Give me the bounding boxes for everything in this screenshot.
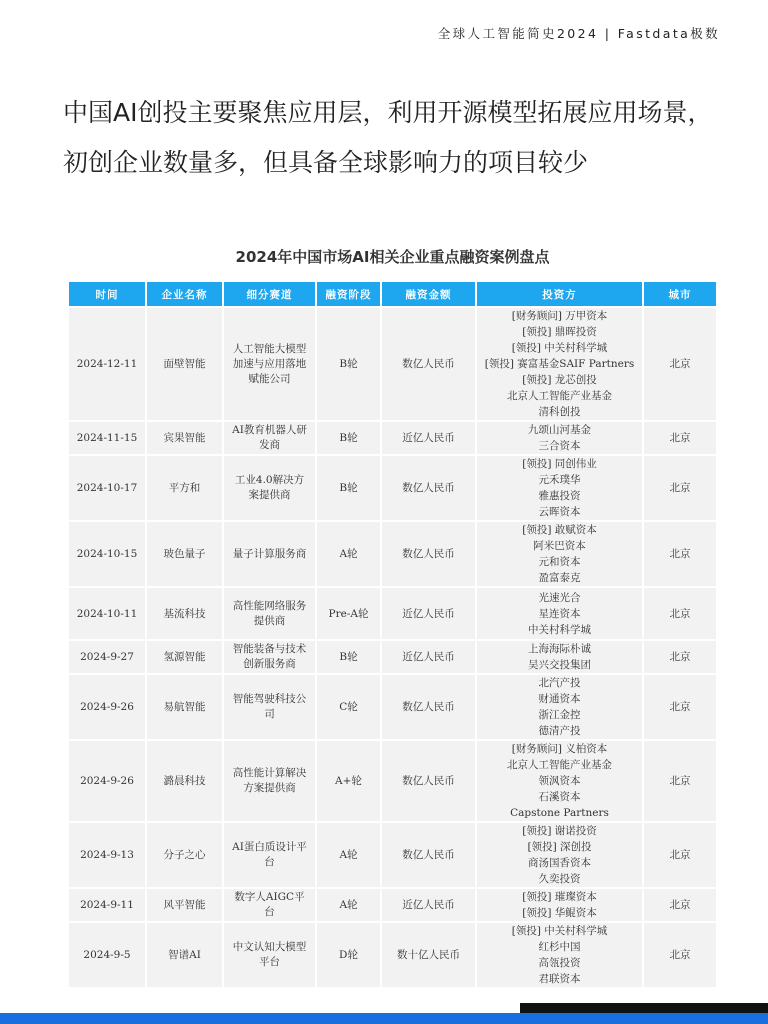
date-cell: 2024-11-15	[69, 422, 145, 454]
investor-item: 清科创投	[538, 406, 581, 418]
investor-item: [领投] 同创伟业	[522, 458, 597, 470]
company-cell: 平方和	[147, 456, 222, 520]
investor-item: 领沨资本	[538, 775, 581, 787]
investor-item: 红杉中国	[538, 941, 581, 953]
city-cell: 北京	[644, 641, 716, 673]
investor-item: [领投] 中关村科学城	[511, 925, 608, 937]
investors-cell	[477, 308, 642, 420]
segment-cell: 人工智能大模型加速与应用落地赋能公司	[224, 308, 315, 420]
investor-item: 北京人工智能产业基金	[507, 390, 612, 402]
company-cell: 面壁智能	[147, 308, 222, 420]
investor-item: 石溪资本	[538, 791, 581, 803]
investor-item: 元禾璞华	[538, 474, 581, 486]
city-cell: 北京	[644, 823, 716, 887]
footer-bar-black	[520, 1003, 768, 1013]
segment-cell: 高性能计算解决方案提供商	[224, 741, 315, 821]
date-cell: 2024-12-11	[69, 308, 145, 420]
column-header: 细分赛道	[224, 282, 315, 306]
city-cell: 北京	[644, 422, 716, 454]
segment-cell: 工业4.0解决方案提供商	[224, 456, 315, 520]
investor-item: [领投] 深创投	[527, 841, 592, 853]
segment-cell: AI蛋白质设计平台	[224, 823, 315, 887]
amount-cell: 数亿人民币	[382, 456, 475, 520]
city-cell: 北京	[644, 889, 716, 921]
city-cell: 北京	[644, 741, 716, 821]
investor-item: [领投] 谢诺投资	[522, 825, 597, 837]
segment-cell: 高性能网络服务提供商	[224, 588, 315, 639]
investor-item: 九颂山河基金	[528, 424, 591, 436]
company-cell: 宾果智能	[147, 422, 222, 454]
stage-cell: A+轮	[317, 741, 380, 821]
company-cell: 易航智能	[147, 675, 222, 739]
investor-item: 北京人工智能产业基金	[507, 759, 612, 771]
investor-item: Capstone Partners	[510, 807, 609, 819]
company-cell: 风平智能	[147, 889, 222, 921]
amount-cell: 数亿人民币	[382, 308, 475, 420]
column-header: 时间	[69, 282, 145, 306]
table-row	[69, 456, 716, 520]
city-cell: 北京	[644, 588, 716, 639]
financing-table	[67, 280, 718, 989]
table-row	[69, 308, 716, 420]
stage-cell: B轮	[317, 641, 380, 673]
segment-cell: 智能驾驶科技公司	[224, 675, 315, 739]
amount-cell: 数亿人民币	[382, 741, 475, 821]
company-cell: 潞晨科技	[147, 741, 222, 821]
investor-item: 浙江金控	[538, 709, 581, 721]
investors-cell	[477, 422, 642, 454]
city-cell: 北京	[644, 308, 716, 420]
investor-item: 三合资本	[538, 440, 581, 452]
amount-cell: 数亿人民币	[382, 522, 475, 586]
investor-item: 中关村科学城	[528, 623, 591, 636]
table-header-row	[69, 282, 716, 306]
investor-item: 元和资本	[538, 556, 581, 568]
stage-cell: Pre-A轮	[317, 588, 380, 639]
table-row	[69, 641, 716, 673]
table-body	[69, 308, 716, 987]
date-cell: 2024-9-27	[69, 641, 145, 673]
table-title: 2024年中国市场AI相关企业重点融资案例盘点	[235, 248, 550, 266]
investor-item: [领投] 璀璨资本	[522, 891, 597, 903]
investor-item: 云晖资本	[538, 506, 581, 518]
table-row	[69, 422, 716, 454]
segment-cell: 智能装备与技术创新服务商	[224, 641, 315, 673]
stage-cell: A轮	[317, 823, 380, 887]
company-cell: 氢源智能	[147, 641, 222, 673]
investor-item: [领投] 龙芯创投	[522, 374, 597, 386]
city-cell: 北京	[644, 675, 716, 739]
footer-bar-blue	[0, 1013, 768, 1024]
investor-item: 商汤国香资本	[528, 857, 591, 869]
table-row	[69, 889, 716, 921]
investors-cell	[477, 522, 642, 586]
date-cell: 2024-9-13	[69, 823, 145, 887]
column-header: 企业名称	[147, 282, 222, 306]
amount-cell: 近亿人民币	[382, 422, 475, 454]
investor-item: 君联资本	[538, 973, 581, 985]
column-header: 融资金额	[382, 282, 475, 306]
investor-item: 吴兴交投集团	[528, 659, 591, 671]
company-cell: 智谱AI	[147, 923, 222, 987]
investor-item: 星连资本	[538, 607, 581, 620]
column-header: 城市	[644, 282, 716, 306]
investor-item: 阿米巴资本	[533, 540, 586, 552]
company-cell: 玻色量子	[147, 522, 222, 586]
column-header: 融资阶段	[317, 282, 380, 306]
table-row	[69, 675, 716, 739]
financing-table-container	[69, 282, 716, 987]
city-cell: 北京	[644, 923, 716, 987]
column-header: 投资方	[477, 282, 642, 306]
date-cell: 2024-9-26	[69, 675, 145, 739]
stage-cell: B轮	[317, 308, 380, 420]
investor-item: 久奕投资	[538, 873, 581, 885]
date-cell: 2024-9-5	[69, 923, 145, 987]
amount-cell: 数十亿人民币	[382, 923, 475, 987]
investors-cell	[477, 823, 642, 887]
investors-cell	[477, 588, 642, 639]
segment-cell: 数字人AIGC平台	[224, 889, 315, 921]
investors-cell	[477, 675, 642, 739]
stage-cell: A轮	[317, 889, 380, 921]
amount-cell: 近亿人民币	[382, 588, 475, 639]
date-cell: 2024-9-26	[69, 741, 145, 821]
investor-item: 北汽产投	[538, 677, 581, 689]
table-row	[69, 923, 716, 987]
amount-cell: 近亿人民币	[382, 641, 475, 673]
investor-item: [领投] 中关村科学城	[511, 342, 608, 354]
amount-cell: 近亿人民币	[382, 889, 475, 921]
investors-cell	[477, 741, 642, 821]
investor-item: [领投] 赛富基金SAIF Partners	[484, 358, 635, 370]
footer-bar-white	[0, 1003, 520, 1013]
table-row	[69, 588, 716, 639]
date-cell: 2024-10-17	[69, 456, 145, 520]
date-cell: 2024-10-11	[69, 588, 145, 639]
stage-cell: B轮	[317, 456, 380, 520]
investor-item: [财务顾问] 义柏资本	[511, 743, 608, 755]
investor-item: 德清产投	[538, 725, 581, 737]
stage-cell: C轮	[317, 675, 380, 739]
investor-item: 盈富泰克	[538, 572, 581, 584]
investor-item: [领投] 华鲲资本	[522, 907, 597, 919]
investor-item: [领投] 鼎晖投资	[522, 326, 597, 338]
segment-cell: 量子计算服务商	[224, 522, 315, 586]
investor-item: 雅惠投资	[538, 490, 581, 502]
page-headline: 中国AI创投主要聚焦应用层，利用开源模型拓展应用场景，初创企业数量多，但具备全球影响力的项目较少	[63, 98, 713, 177]
investor-item: 上海海际朴诚	[528, 643, 591, 655]
city-cell: 北京	[644, 522, 716, 586]
investor-item: [领投] 敢赋资本	[522, 524, 597, 536]
investor-item: 光速光合	[538, 591, 581, 604]
report-source-label: 全球人工智能简史2024 | Fastdata极数	[437, 26, 720, 41]
stage-cell: D轮	[317, 923, 380, 987]
investors-cell	[477, 456, 642, 520]
table-row	[69, 741, 716, 821]
amount-cell: 数亿人民币	[382, 823, 475, 887]
segment-cell: AI教育机器人研发商	[224, 422, 315, 454]
company-cell: 基流科技	[147, 588, 222, 639]
amount-cell: 数亿人民币	[382, 675, 475, 739]
investor-item: 财通资本	[538, 693, 581, 705]
investors-cell	[477, 889, 642, 921]
segment-cell: 中文认知大模型平台	[224, 923, 315, 987]
stage-cell: B轮	[317, 422, 380, 454]
stage-cell: A轮	[317, 522, 380, 586]
table-row	[69, 522, 716, 586]
city-cell: 北京	[644, 456, 716, 520]
investor-item: [财务顾问] 万甲资本	[511, 310, 608, 322]
date-cell: 2024-9-11	[69, 889, 145, 921]
investors-cell	[477, 641, 642, 673]
investors-cell	[477, 923, 642, 987]
table-row	[69, 823, 716, 887]
company-cell: 分子之心	[147, 823, 222, 887]
date-cell: 2024-10-15	[69, 522, 145, 586]
investor-item: 高瓴投资	[538, 957, 581, 969]
